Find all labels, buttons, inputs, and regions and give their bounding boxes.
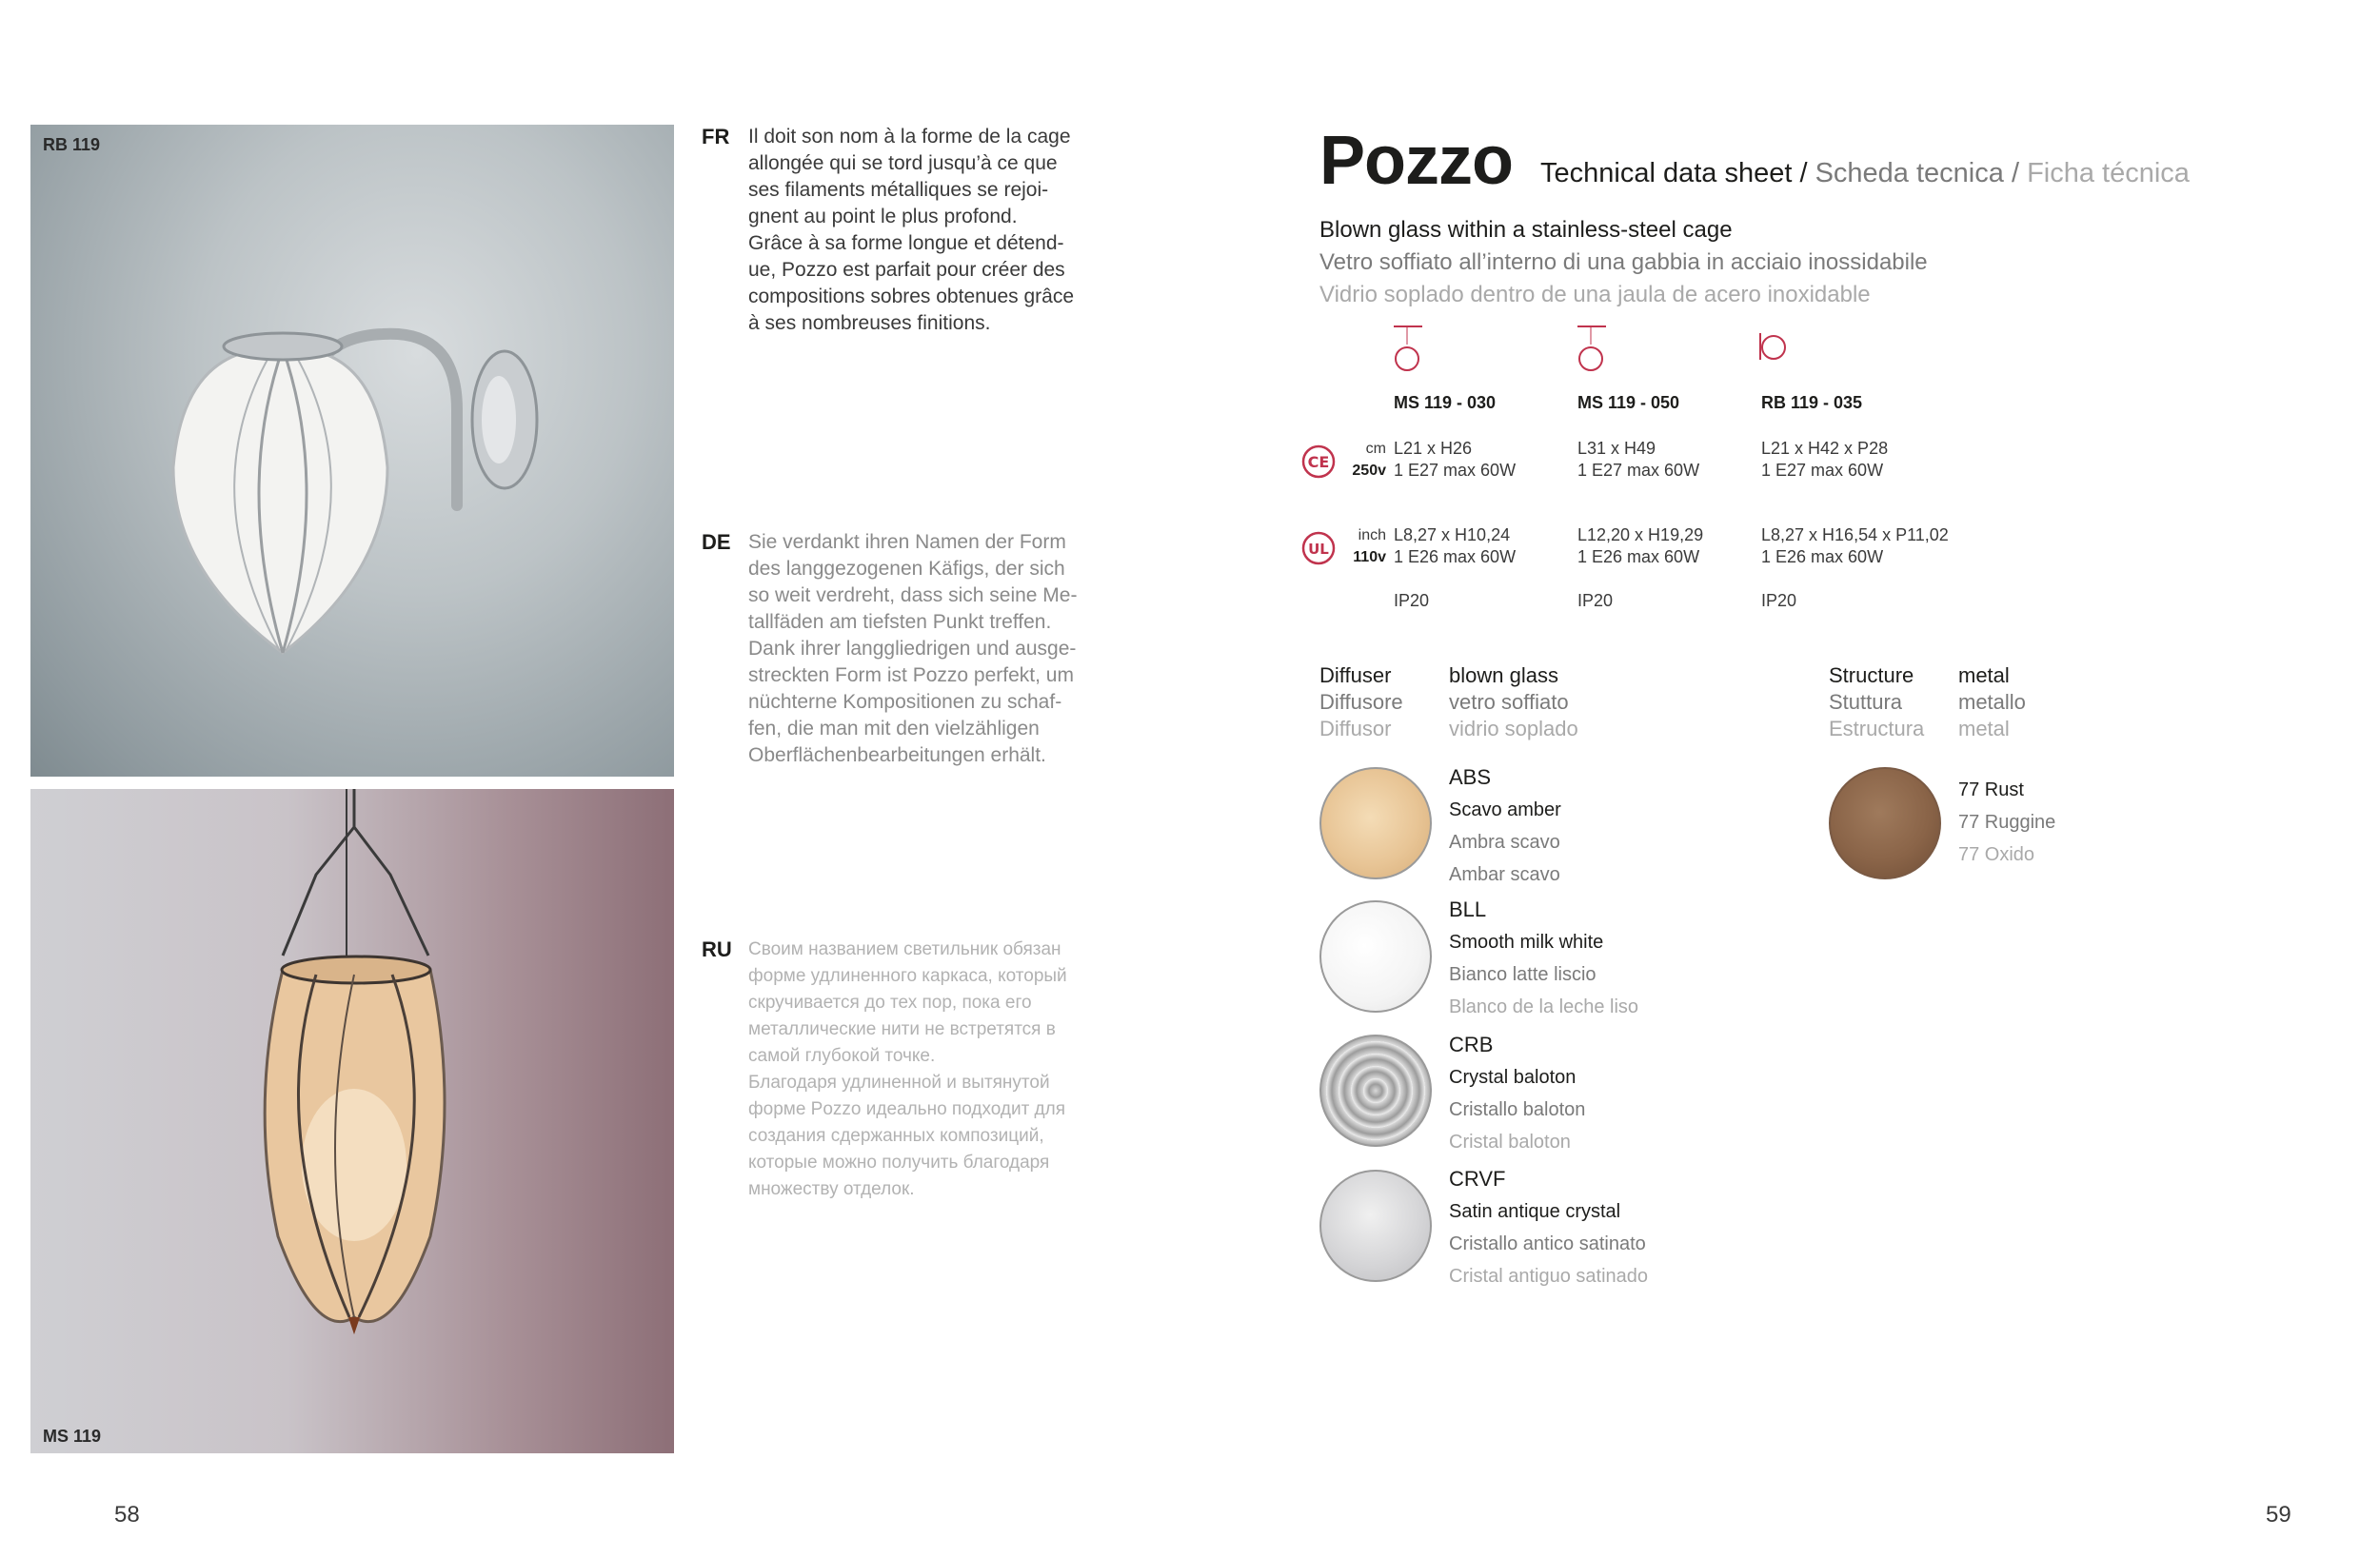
finish-swatch-crvf [1319, 1170, 1432, 1282]
description-ru: Своим названием светильник обязан форме удлиненного каркаса, который скручивается до тех пор, пока его металлические нити не встретятся в самой глубокой точке. Благодаря удлиненной и вытянутой форме Pozzo идеально подходит для создания сдержанных композиций, которые можно получить благодаря множеству отделок. [748, 939, 1067, 1199]
finish-rust: 77 Rust 77 Ruggine 77 Oxido [1958, 779, 2056, 865]
page-number-left: 58 [114, 1502, 140, 1528]
unit-cm: cm 250v [1352, 441, 1386, 479]
spec-ul-1: L8,27 x H10,24 1 E26 max 60W [1394, 525, 1517, 566]
pendant-lamp-photo [30, 789, 674, 1453]
finish-abs: ABS Scavo amber Ambra scavo Ambar scavo [1449, 765, 1561, 885]
model-code-3: RB 119 - 035 [1761, 393, 1863, 412]
spec-ul-2: L12,20 x H19,29 1 E26 max 60W [1577, 525, 1704, 566]
svg-text:UL: UL [1308, 541, 1329, 558]
description-fr: Il doit son nom à la forme de la cage allongée qui se tord jusqu’à ce que ses filaments métalliques se rejoi- gnent au point le plus profond. Grâce à sa forme longue et détend- ue, Pozzo est parfait pour créer des compositions sobres obtenues grâce à ses nombreuses finitions. [748, 126, 1075, 334]
finish-crvf: CRVF Satin antique crystal Cristallo antico satinato Cristal antiguo satinado [1449, 1167, 1649, 1287]
wall-lamp-illustration [30, 125, 674, 777]
finish-swatch-bll [1319, 900, 1432, 1013]
description-de: Sie verdankt ihren Namen der Form des langgezogenen Käfigs, der sich so weit verdreht, dass sich seine Me- tallfäden am tiefsten Punkt treffen. Dank ihrer langgliedrigen und ausge- streckten Form ist Pozzo perfekt, um nüchterne Kompositionen zu schaf- fen, die man mit den vielzähligen Oberflächenbearbeitungen erhält. [748, 531, 1078, 766]
product-title: Pozzo [1319, 123, 1513, 199]
lang-label-de: DE [702, 530, 731, 554]
pendant-small-icon [1390, 324, 1428, 373]
pendant-medium-icon [1574, 324, 1612, 373]
svg-text:CE: CE [1307, 453, 1330, 471]
model-code-2: MS 119 - 050 [1577, 393, 1680, 412]
page-number-right: 59 [2266, 1502, 2291, 1528]
spec-ce-2: L31 x H49 1 E27 max 60W [1577, 439, 1700, 480]
lang-label-fr: FR [702, 125, 730, 148]
structure-label: Structure Stuttura Estructura [1829, 663, 1925, 740]
description-es: Vidrio soplado dentro de una jaula de acero inoxidable [1319, 282, 1871, 307]
finish-crb: CRB Crystal baloton Cristallo baloton Cristal baloton [1449, 1033, 1586, 1153]
spec-ul-3: L8,27 x H16,54 x P11,02 1 E26 max 60W [1761, 525, 1949, 566]
photo-label-rb119: RB 119 [43, 135, 101, 154]
wall-lamp-photo [30, 125, 674, 777]
lang-label-ru: RU [702, 937, 732, 961]
unit-inch: inch 110v [1353, 527, 1386, 565]
diffuser-label: Diffuser Diffusore Diffusor [1319, 663, 1403, 740]
finish-swatch-crb [1319, 1035, 1432, 1147]
description-en: Blown glass within a stainless-steel cage [1319, 217, 1733, 243]
structure-value: metal metallo metal [1958, 663, 2026, 740]
pendant-lamp-illustration [30, 789, 674, 1453]
spec-ce-1: L21 x H26 1 E27 max 60W [1394, 439, 1517, 480]
ip-rating-2: IP20 [1577, 591, 1614, 610]
page-subtitle: Technical data sheet / Scheda tecnica / Ficha técnica [1540, 158, 2190, 188]
description-it: Vetro soffiato all’interno di una gabbia in acciaio inossidabile [1319, 249, 1928, 275]
spec-ce-3: L21 x H42 x P28 1 E27 max 60W [1761, 439, 1889, 480]
finish-swatch-abs [1319, 767, 1432, 879]
finish-swatch-rust [1829, 767, 1941, 879]
ip-rating-1: IP20 [1394, 591, 1430, 610]
finish-bll: BLL Smooth milk white Bianco latte liscio Blanco de la leche liso [1449, 897, 1639, 1017]
photo-label-ms119: MS 119 [43, 1427, 102, 1446]
diffuser-value: blown glass vetro soffiato vidrio soplado [1449, 663, 1578, 740]
wall-lamp-icon [1757, 331, 1795, 365]
ip-rating-3: IP20 [1761, 591, 1797, 610]
model-code-1: MS 119 - 030 [1394, 393, 1497, 412]
